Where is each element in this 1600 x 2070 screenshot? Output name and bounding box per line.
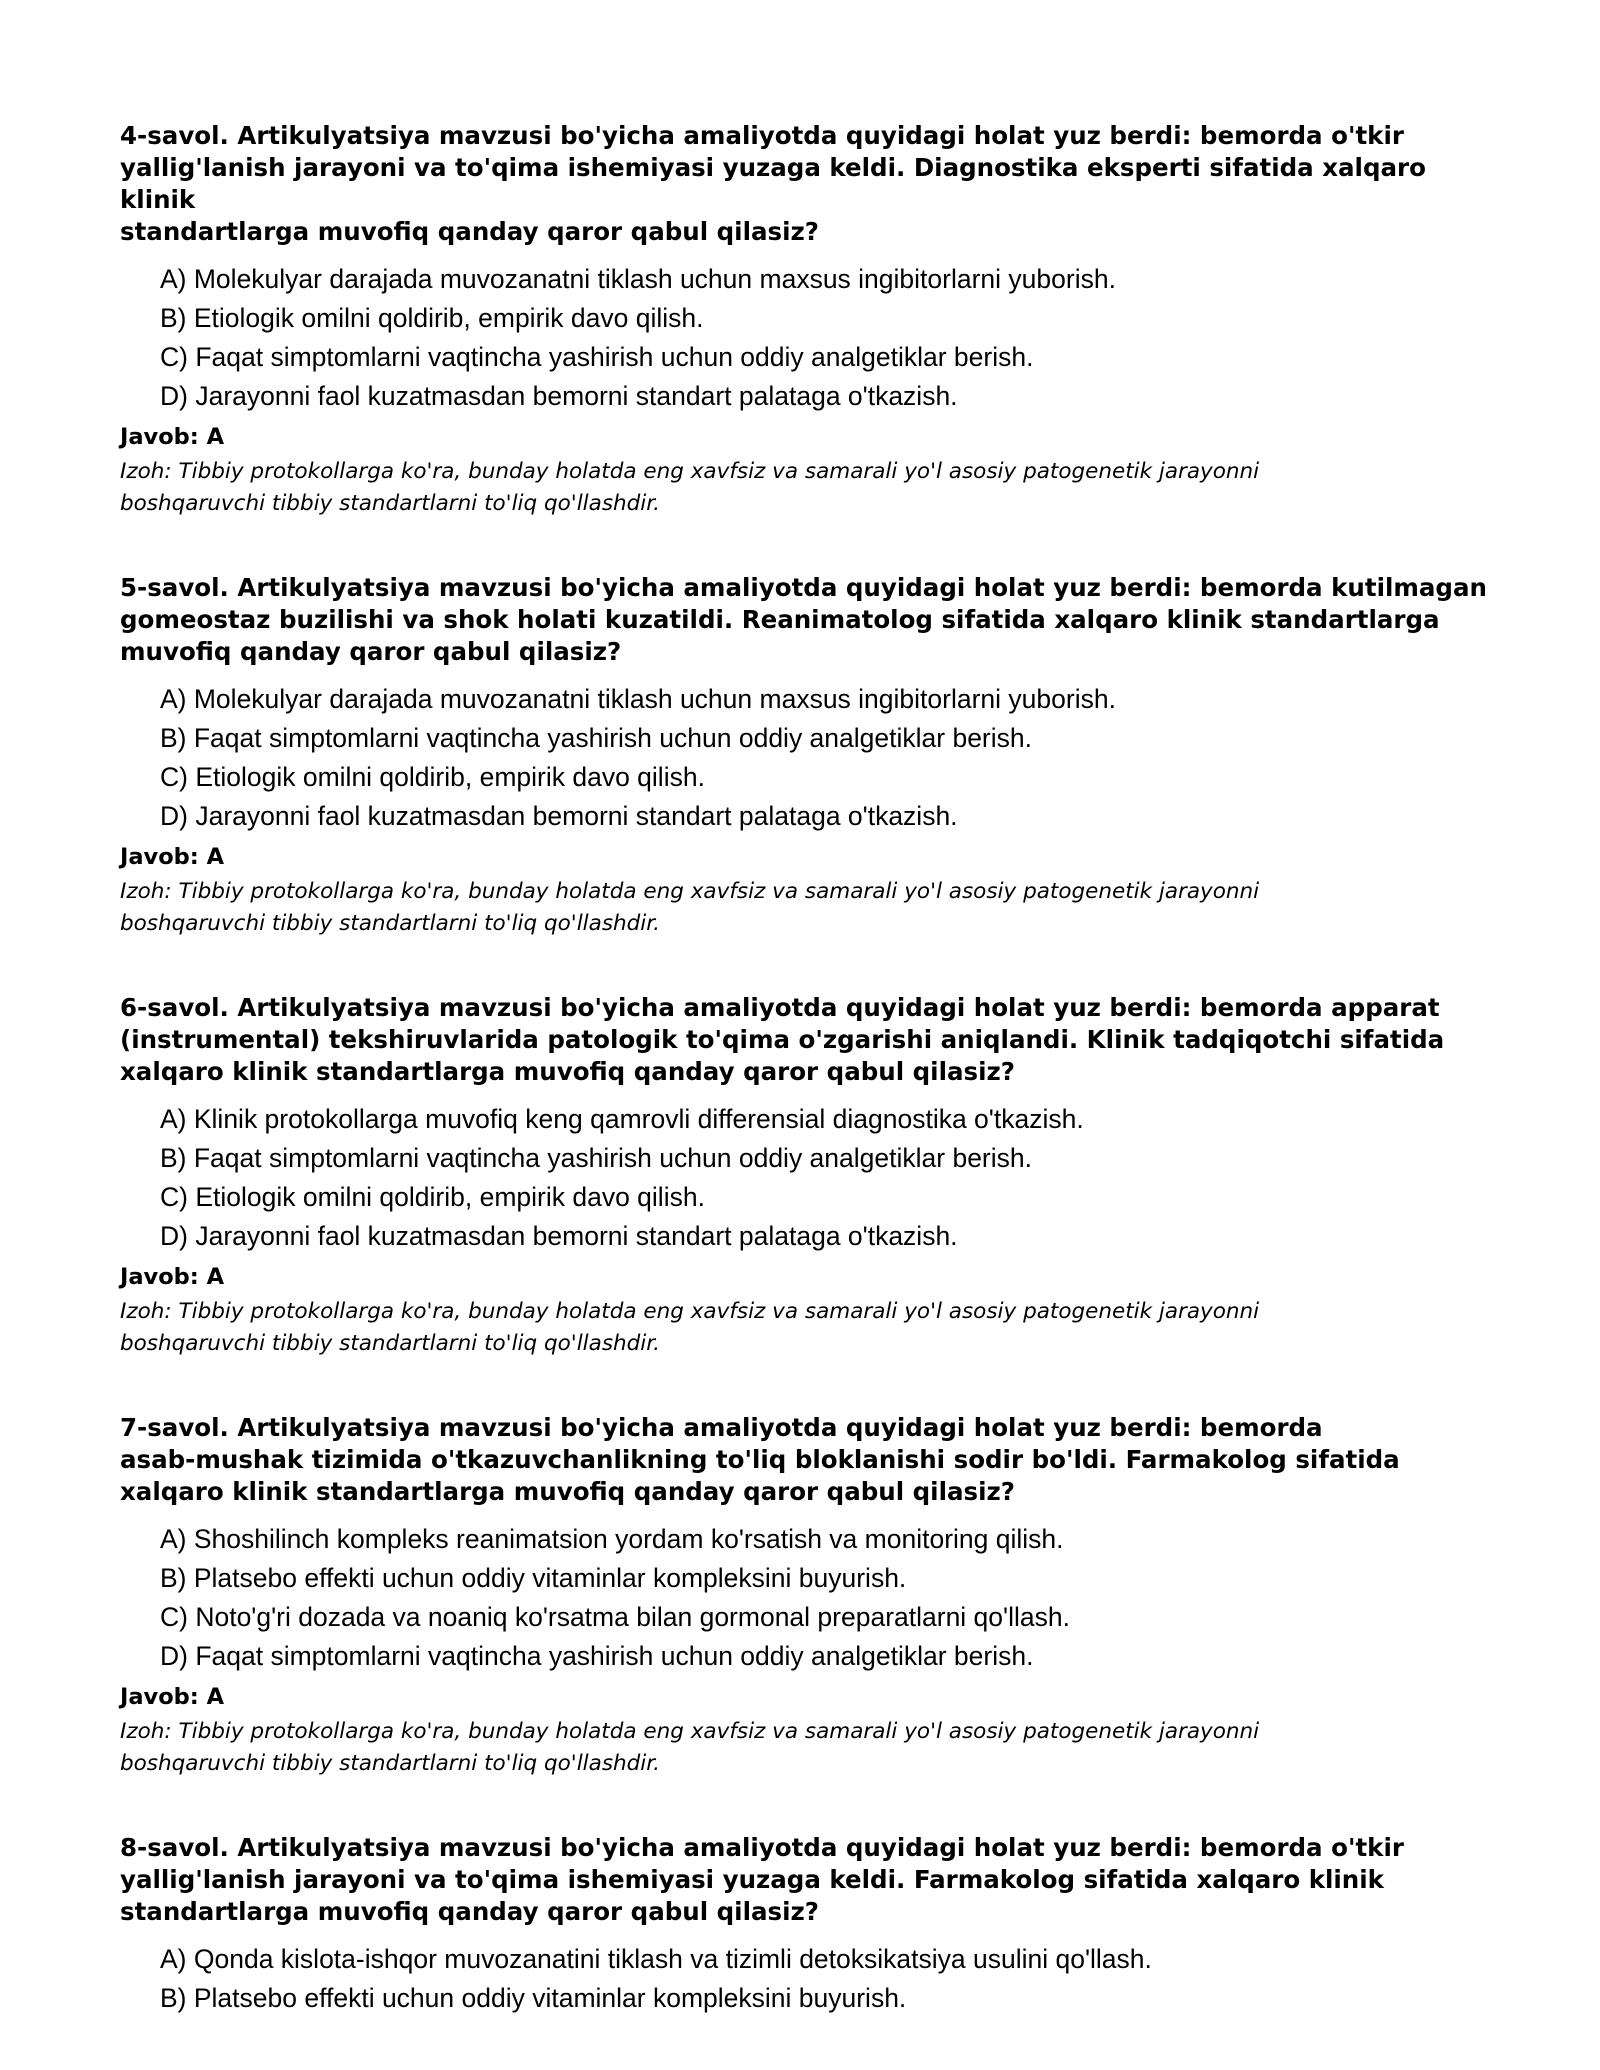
option-a: A) Qonda kislota-ishqor muvozanatini tiklash va tizimli detoksikatsiya usulini qo'llash.	[160, 1944, 1152, 1974]
option-d: D) Jarayonni faol kuzatmasdan bemorni standart palataga o'tkazish.	[160, 801, 958, 831]
question-title: 5-savol. Artikulyatsiya mavzusi bo'yicha amaliyotda quyidagi holat yuz berdi: bemorda kutilmagan gomeostaz buzilishi va shok holati kuzatildi. Reanimatolog sifatida xalqaro klinik standartlarga muvofiq qanday qaror qabul qilasiz?	[120, 573, 1487, 666]
option-b: B) Platsebo effekti uchun oddiy vitaminlar kompleksini buyurish.	[160, 1983, 907, 2013]
question-title: 6-savol. Artikulyatsiya mavzusi bo'yicha amaliyotda quyidagi holat yuz berdi: bemorda apparat (instrumental) tekshiruvlarida patologik to'qima o'zgarishi aniqlandi. Klinik tadqiqotchi sifatida xalqaro klinik standartlarga muvofiq qanday qaror qabul qilasiz?	[120, 993, 1445, 1086]
answer-label: Javob: A	[120, 1264, 225, 1290]
answer-label: Javob: A	[120, 1684, 225, 1710]
options-list	[120, 1940, 1500, 2018]
question-title: 8-savol. Artikulyatsiya mavzusi bo'yicha amaliyotda quyidagi holat yuz berdi: bemorda o'tkir yallig'lanish jarayoni va to'qima ishemiyasi yuzaga keldi. Farmakolog sifatida xalqaro klinik standartlarga muvofiq qanday qaror qabul qilasiz?	[120, 1833, 1404, 1926]
answer-label: Javob: A	[120, 844, 225, 870]
explanation-note: Izoh: Tibbiy protokollarga ko'ra, bunday holatda eng xavfsiz va samarali yo'l asosiy patogenetik jarayonni boshqaruvchi tibbiy standartlarni to'liq qo'llashdir.	[120, 1299, 1260, 1356]
option-d: D) Jarayonni faol kuzatmasdan bemorni standart palataga o'tkazish.	[160, 1221, 958, 1251]
option-b: B) Faqat simptomlarni vaqtincha yashirish uchun oddiy analgetiklar berish.	[160, 1143, 1032, 1173]
option-a: A) Molekulyar darajada muvozanatni tiklash uchun maxsus ingibitorlarni yuborish.	[160, 264, 1116, 294]
options-list	[120, 1100, 1500, 1256]
question-4	[120, 120, 1500, 520]
options-list	[120, 260, 1500, 416]
explanation-note: Izoh: Tibbiy protokollarga ko'ra, bunday holatda eng xavfsiz va samarali yo'l asosiy patogenetik jarayonni boshqaruvchi tibbiy standartlarni to'liq qo'llashdir.	[120, 879, 1260, 936]
option-b: B) Platsebo effekti uchun oddiy vitaminlar kompleksini buyurish.	[160, 1563, 907, 1593]
options-list	[120, 1520, 1500, 1676]
options-list	[120, 680, 1500, 836]
question-title: 7-savol. Artikulyatsiya mavzusi bo'yicha amaliyotda quyidagi holat yuz berdi: bemorda asab-mushak tizimida o'tkazuvchanlikning to'liq bloklanishi sodir bo'ldi. Farmakolog sifatida xalqaro klinik standartlarga muvofiq qanday qaror qabul qilasiz?	[120, 1413, 1400, 1506]
question-5	[120, 572, 1500, 940]
option-a: A) Molekulyar darajada muvozanatni tiklash uchun maxsus ingibitorlarni yuborish.	[160, 684, 1116, 714]
question-6	[120, 992, 1500, 1360]
option-c: C) Noto'g'ri dozada va noaniq ko'rsatma bilan gormonal preparatlarni qo'llash.	[160, 1602, 1070, 1632]
answer-label: Javob: A	[120, 424, 225, 450]
question-title: 4-savol. Artikulyatsiya mavzusi bo'yicha amaliyotda quyidagi holat yuz berdi: bemorda o'tkir yallig'lanish jarayoni va to'qima ishemiyasi yuzaga keldi. Diagnostika eksperti sifatida xalqaro klinik standartlarga muvofiq qanday qaror qabul qilasiz?	[120, 121, 1426, 246]
option-c: C) Etiologik omilni qoldirib, empirik davo qilish.	[160, 1182, 705, 1212]
option-b: B) Faqat simptomlarni vaqtincha yashirish uchun oddiy analgetiklar berish.	[160, 723, 1032, 753]
option-d: D) Jarayonni faol kuzatmasdan bemorni standart palataga o'tkazish.	[160, 381, 958, 411]
option-c: C) Etiologik omilni qoldirib, empirik davo qilish.	[160, 762, 705, 792]
option-c: C) Faqat simptomlarni vaqtincha yashirish uchun oddiy analgetiklar berish.	[160, 342, 1034, 372]
option-b: B) Etiologik omilni qoldirib, empirik davo qilish.	[160, 303, 704, 333]
document-page	[120, 120, 1500, 2070]
explanation-note: Izoh: Tibbiy protokollarga ko'ra, bunday holatda eng xavfsiz va samarali yo'l asosiy patogenetik jarayonni boshqaruvchi tibbiy standartlarni to'liq qo'llashdir.	[120, 1719, 1260, 1776]
option-a: A) Klinik protokollarga muvofiq keng qamrovli differensial diagnostika o'tkazish.	[160, 1104, 1084, 1134]
option-d: D) Faqat simptomlarni vaqtincha yashirish uchun oddiy analgetiklar berish.	[160, 1641, 1034, 1671]
explanation-note: Izoh: Tibbiy protokollarga ko'ra, bunday holatda eng xavfsiz va samarali yo'l asosiy patogenetik jarayonni boshqaruvchi tibbiy standartlarni to'liq qo'llashdir.	[120, 459, 1260, 516]
question-7	[120, 1412, 1500, 1780]
option-a: A) Shoshilinch kompleks reanimatsion yordam ko'rsatish va monitoring qilish.	[160, 1524, 1064, 1554]
question-8	[120, 1832, 1500, 2018]
